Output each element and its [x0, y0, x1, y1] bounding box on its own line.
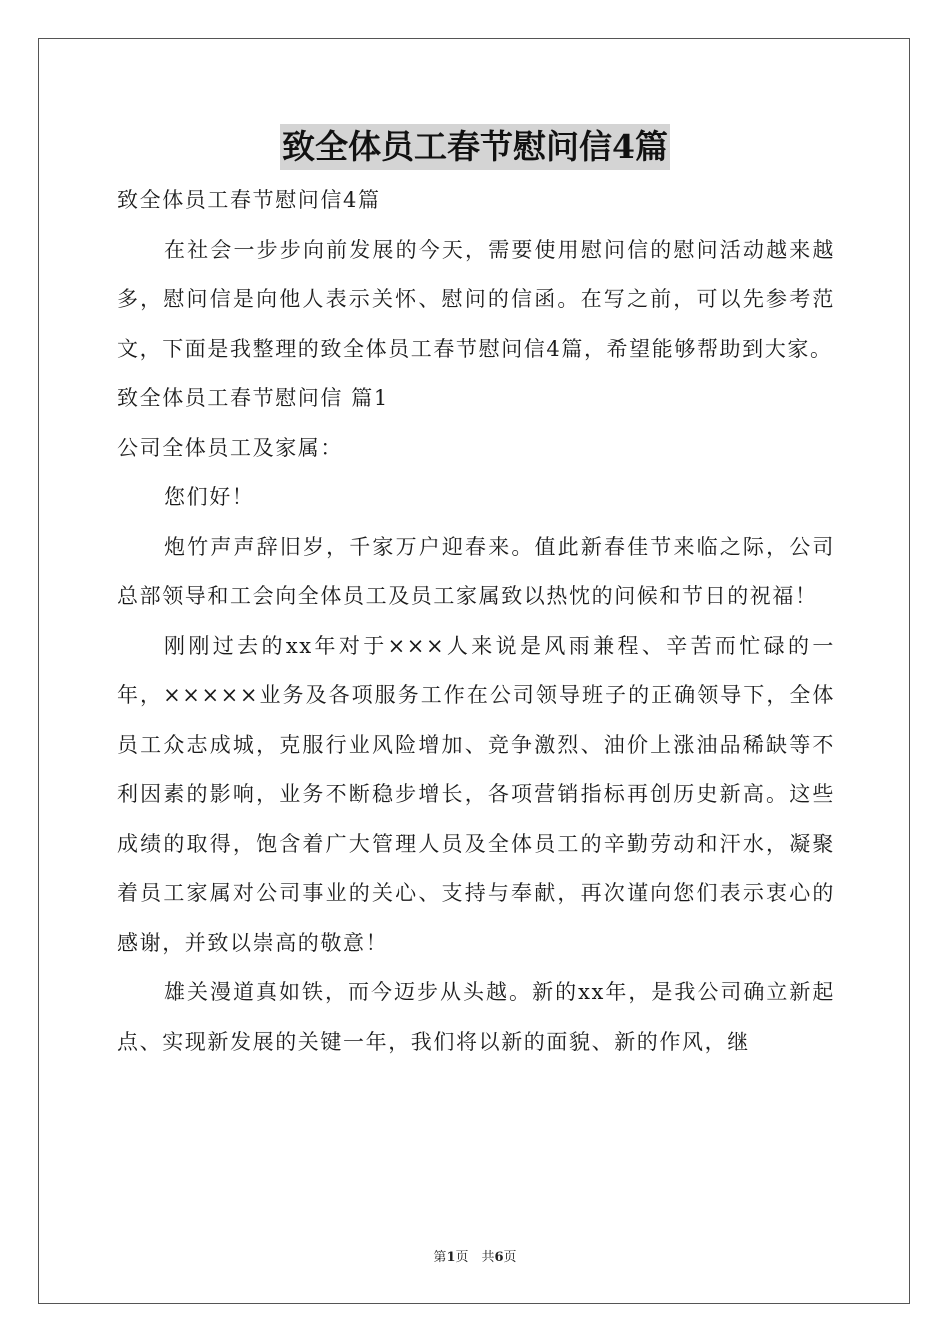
document-title: 致全体员工春节慰问信4篇 — [280, 124, 670, 170]
page-number: 1 — [446, 1250, 456, 1265]
subtitle: 致全体员工春节慰问信4篇 — [117, 188, 381, 212]
body-paragraph: 炮竹声声辞旧岁，千家万户迎春来。值此新春佳节来临之际，公司总部领导和工会向全体员工及员工家属致以热忱的问候和节日的祝福！ — [117, 534, 835, 608]
salutation: 公司全体员工及家属： — [117, 435, 343, 460]
section-heading: 致全体员工春节慰问信 篇1 — [117, 386, 389, 410]
body-paragraph: 刚刚过去的xx年对于×××人来说是风雨兼程、辛苦而忙碌的一年，×××××业务及各项服务工作在公司领导班子的正确领导下，全体员工众志成城，克服行业风险增加、竞争激烈、油价上涨油品稀缺等不利因素的影响，业务不断稳步增长，各项营销指标再创历史新高。这些成绩的取得，饱含着广大管理人员及全体员工的辛勤劳动和汗水，凝聚着员工家属对公司事业的关心、支持与奉献，再次谨向您们表示衷心的感谢，并致以崇高的敬意！ — [117, 633, 835, 955]
body-paragraph: 雄关漫道真如铁，而今迈步从头越。新的xx年，是我公司确立新起点、实现新发展的关键一年，我们将以新的面貌、新的作风，继 — [117, 980, 835, 1054]
intro-paragraph: 在社会一步步向前发展的今天，需要使用慰问信的慰问活动越来越多，慰问信是向他人表示关怀、慰问的信函。在写之前，可以先参考范文，下面是我整理的致全体员工春节慰问信4篇，希望能够帮助到大家。 — [117, 237, 835, 361]
page-footer — [0, 1246, 950, 1265]
greeting: 您们好！ — [164, 485, 255, 509]
page-prefix: 第 — [433, 1250, 447, 1265]
document-body — [117, 176, 835, 1067]
title-container — [0, 124, 950, 170]
page-suffix: 页 共 — [455, 1250, 495, 1265]
total-pages: 6 — [494, 1250, 504, 1265]
total-suffix: 页 — [503, 1250, 517, 1265]
